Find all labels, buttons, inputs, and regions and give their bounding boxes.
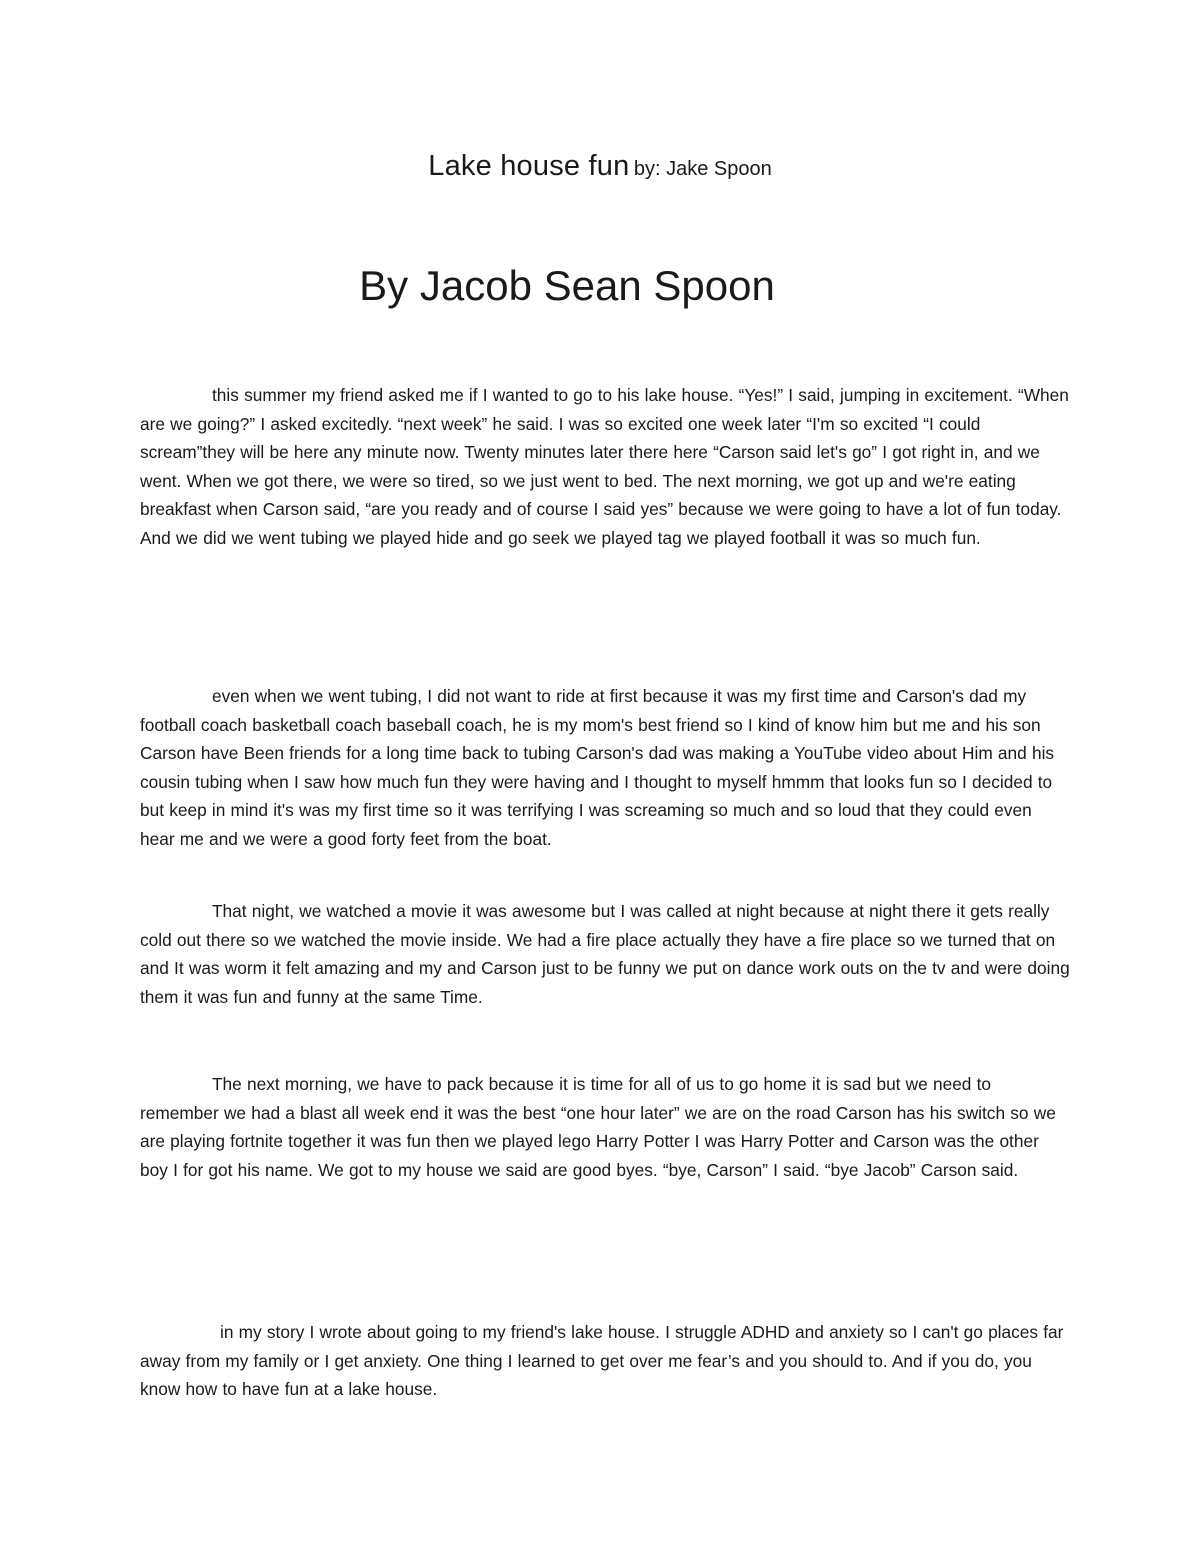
paragraph-3: That night, we watched a movie it was awesome but I was called at night because at night there it gets really cold out there so we watched the movie inside. We had a fire place actually they have a fire place so we turned that on and It was worm it felt amazing and my and Carson just to be funny we put on dance work outs on the tv and were doing them it was fun and funny at the same Time. [140, 901, 1070, 1007]
paragraph-1: this summer my friend asked me if I wanted to go to his lake house. “Yes!” I said, jumping in excitement. “When are we going?” I asked excitedly. “next week” he said. I was so excited one week later “I'm so excited “I could scream”they will be here any minute now. Twenty minutes later there here “Carson said let's go” I got right in, and we went. When we got there, we were so tired, so we just went to bed. The next morning, we got up and we're eating breakfast when Carson said, “are you ready and of course I said yes” because we were going to have a lot of fun today. And we did we went tubing we played hide and go seek we played tag we played football it was so much fun. [140, 385, 1069, 548]
document-title [0, 150, 1200, 183]
title-byline: by: Jake Spoon [633, 158, 772, 180]
author-subtitle: By Jacob Sean Spoon [359, 262, 775, 309]
paragraph-4: The next morning, we have to pack because it is time for all of us to go home it is sad but we need to remember we had a blast all week end it was the best “one hour later” we are on the road Carson has his switch so we are playing fortnite together it was fun then we played lego Harry Potter I was Harry Potter and Carson was the other boy I for got his name. We got to my house we said are good byes. “bye, Carson” I said. “bye Jacob” Carson said. [140, 1074, 1056, 1180]
paragraph-2: even when we went tubing, I did not want to ride at first because it was my first time and Carson's dad my football coach basketball coach baseball coach, he is my mom's best friend so I kind of know him but me and his son Carson have Been friends for a long time back to tubing Carson's dad was making a YouTube video about Him and his cousin tubing when I saw how much fun they were having and I thought to myself hmmm that looks fun so I decided to but keep in mind it's was my first time so it was terrifying I was screaming so much and so loud that they could even hear me and we were a good forty feet from the boat. [140, 686, 1055, 849]
title-text: Lake house fun [428, 150, 630, 182]
paragraph-5: in my story I wrote about going to my friend's lake house. I struggle ADHD and anxiety so I can't go places far away from my family or I get anxiety. One thing I learned to get over me fear’s and you should to. And if you do, you know how to have fun at a lake house. [140, 1322, 1064, 1399]
